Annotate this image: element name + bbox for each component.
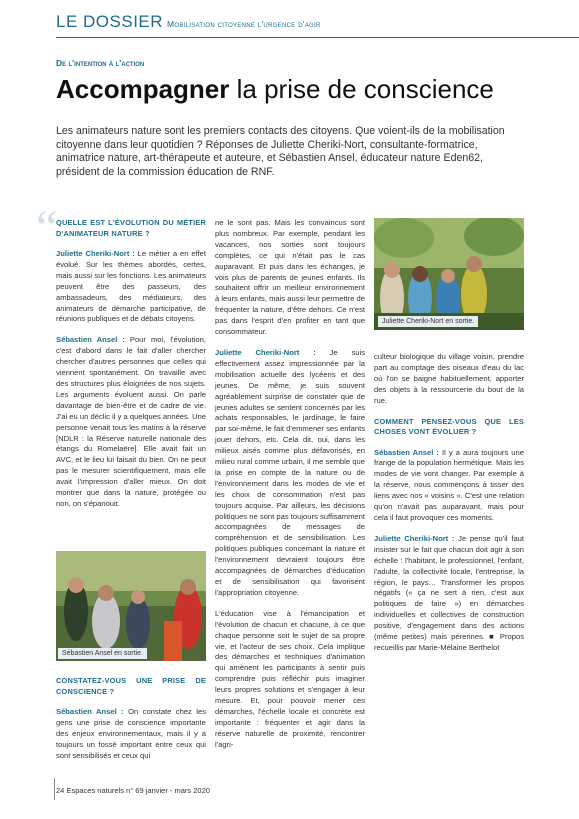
footer-rule [54, 778, 55, 800]
publication-info: Espaces naturels n° 69 janvier - mars 2020 [66, 786, 210, 795]
page-footer [56, 786, 210, 795]
question-3: COMMENT PENSEZ-VOUS QUE LES CHOSES VONT ÉVOLUER ? [374, 416, 524, 437]
answer-text: On constate chez les gens une prise de conscience importante des enjeux environnementaux, mais il y a toujours un fossé important entre ceux qui sont sensibilisés et ceux qui [56, 707, 206, 760]
answer-juliette-2 [215, 348, 365, 599]
photo-sebastien-ansel [56, 551, 206, 661]
dossier-header [56, 12, 579, 40]
answer-juliette-1 [56, 249, 206, 325]
answer-sebastien-2 [56, 707, 206, 762]
speaker-name: Juliette Cheriki-Nort : [215, 347, 316, 357]
column-3 [374, 352, 524, 664]
answer-text: Il y a aura toujours une frange de la population hermétique. Mais les modes de vie vont changer. Par exemple à la réserve, nous commençons à tisser des liens avec nos « voisins ». C'est une relation qu'on n'avait pas auparavant, mais pour cela il faut provoquer ces moments. [374, 447, 524, 522]
speaker-name: Sébastien Ansel : [374, 447, 439, 457]
question-1: QUELLE EST L'ÉVOLUTION DU MÉTIER D'ANIMATEUR NATURE ? [56, 218, 206, 238]
title-light: la prise de conscience [229, 74, 494, 104]
column-1-bottom [56, 676, 206, 772]
photo-caption-sebastien: Sébastien Ansel en sortie. [58, 648, 147, 659]
article-title [56, 74, 494, 105]
answer-text: Je pense qu'il faut insister sur le fait que chacun doit agir à son échelle : l'habitant, le professionnel, l'enfant, l'adulte, la collectivité locale, l'entreprise, la région, le pays… Transformer les propos négatifs (« ça ne sert à rien, c'est aux politiques de faire ») en démarches individuelles et collectives de construction positive, d'engagement dans des actions (même petites) mais pérennes. ■ Propos recueillis par Marie-Mélaine Berthelot [374, 533, 524, 652]
answer-juliette-3 [374, 534, 524, 654]
question-2: CONSTATEZ-VOUS UNE PRISE DE CONSCIENCE ? [56, 676, 206, 696]
speaker-name: Juliette Cheriki-Nort : [56, 249, 135, 258]
kicker: De l'intention à l'action [56, 58, 145, 68]
header-rule [56, 37, 579, 38]
decorative-quote-mark: “ [36, 201, 58, 254]
speaker-name: Juliette Cheriki-Nort : [374, 533, 455, 543]
article-lead: Les animateurs nature sont les premiers contacts des citoyens. Que voient-ils de la mobilisation citoyenne dans leur quotidien ? Réponses de Juliette Cheriki-Nort, consultante-formatrice, animatrice nature, art-thérapeute et auteure, et Sébastien Ansel, éducateur nature Eden62, président de la commission éducation de RNF. [56, 125, 505, 178]
column-1 [56, 218, 206, 520]
answer-juliette-2-end: culteur biologique du village voisin, prendre part au comptage des oiseaux d'eau du lac où l'on se baigne habituellement, apporter des objets à la ressourcerie du bout de la rue. [374, 352, 524, 405]
answer-juliette-2-cont: L'éducation vise à l'émancipation et l'évolution de chacun et chacune, à ce que chaque personne soit le sujet de sa propre vie, et l'acteur de ses choix. Cela implique des démarches et techniques d'animation qui amènent les participants à sentir puis comprendre puis réfléchir puis imaginer leurs propres solutions et s'engager à leur mesure. Et, pour pouvoir mener ces démarches, l'échelle locale et concrète est importante : fréquenter et agir dans la réserve naturelle de proximité, rencontrer l'agri- [215, 608, 365, 749]
section-title: LE DOSSIER [56, 12, 164, 31]
page-number: 24 [56, 786, 65, 795]
answer-text: Le métier a en effet évolué. Sur les thèmes abordés, certes, mais aussi sur les fonctions. Les animateurs peuvent être des passeurs, des ambassadeurs, des médiateurs, des animateurs de démarche participative, de réunions publiques et de débats citoyens. [56, 249, 206, 324]
title-bold: Accompagner [56, 74, 230, 104]
section-subtitle: Mobilisation citoyenne l'urgence d'agir [167, 19, 321, 29]
photo-caption-juliette: Juliette Cheriki-Nort en sortie. [378, 316, 478, 327]
answer-sebastien-3 [374, 448, 524, 524]
answer-text: Je suis effectivement assez impressionnée par la mobilisation actuelle des lycéens et des jeunes. De même, je suis souvent agréablement surprise de constater que de jeunes adultes se sentent concernés par les achats responsables, le jardinage, le faire par soi-même, le fait d'emmener ses enfants jouer dehors, etc. Cela dit, oui, dans les milieux aisés comme plus défavorisés, en milieu rural comme urbain, il me semble que la prise en compte de la nature ou de l'environnement dans les modes de vie et les choix de consommation n'est pas toujours acquise. Par ailleurs, les décisions politiques ne sont pas toujours suffisamment accompagnées de messages de compréhension et de sensibilisation. Les politiques publiques concernant la nature et l'environnement devraient toujours être accompagnées de démarches d'éducation et de sensibilisation qui favorisent l'appropriation citoyenne. [215, 347, 365, 597]
answer-text: Pour moi, l'évolution, c'est d'abord dans le fait d'aller chercher chercher d'autres personnes que celles qui viennent spontanément. On travaille avec des structures plus éloignées de nos sujets. Les arguments évoluent aussi. On parle davantage de bien-être et de cadre de vie. J'ai eu un déclic il y a quelques années. Une personne venait tous les matins à la réserve [NDLR : la Réserve naturelle nationale des étangs du Romelaëre]. Elle avait fait un AVC, et le lieu lui faisait du bien. On ne peut pas le mesurer scientifiquement, mais elle avait l'impression d'aller mieux. On doit montrer que dans la nature, protégée ou non, on s'épanouit. [56, 335, 206, 508]
column-2 [215, 218, 365, 751]
answer-continued: ne le sont pas. Mais les convaincus sont plus nombreux. Par exemple, pendant les vacances, nos sorties sont toujours complètes, ce qui n'était pas le cas auparavant. Et puis dans les échanges, je vois plus de parents de jeunes enfants. Ils souhaitent offrir un meilleur environnement à leurs enfants, mais aussi leur permettre de fréquenter la nature, d'être dehors. Ce n'est pas dans l'esprit d'en profiter en tant que consommateur. [215, 218, 365, 337]
speaker-name: Sébastien Ansel : [56, 335, 125, 345]
photo-juliette-cheriki-nort [374, 218, 524, 330]
speaker-name: Sébastien Ansel : [56, 707, 124, 716]
answer-sebastien-1 [56, 335, 206, 510]
